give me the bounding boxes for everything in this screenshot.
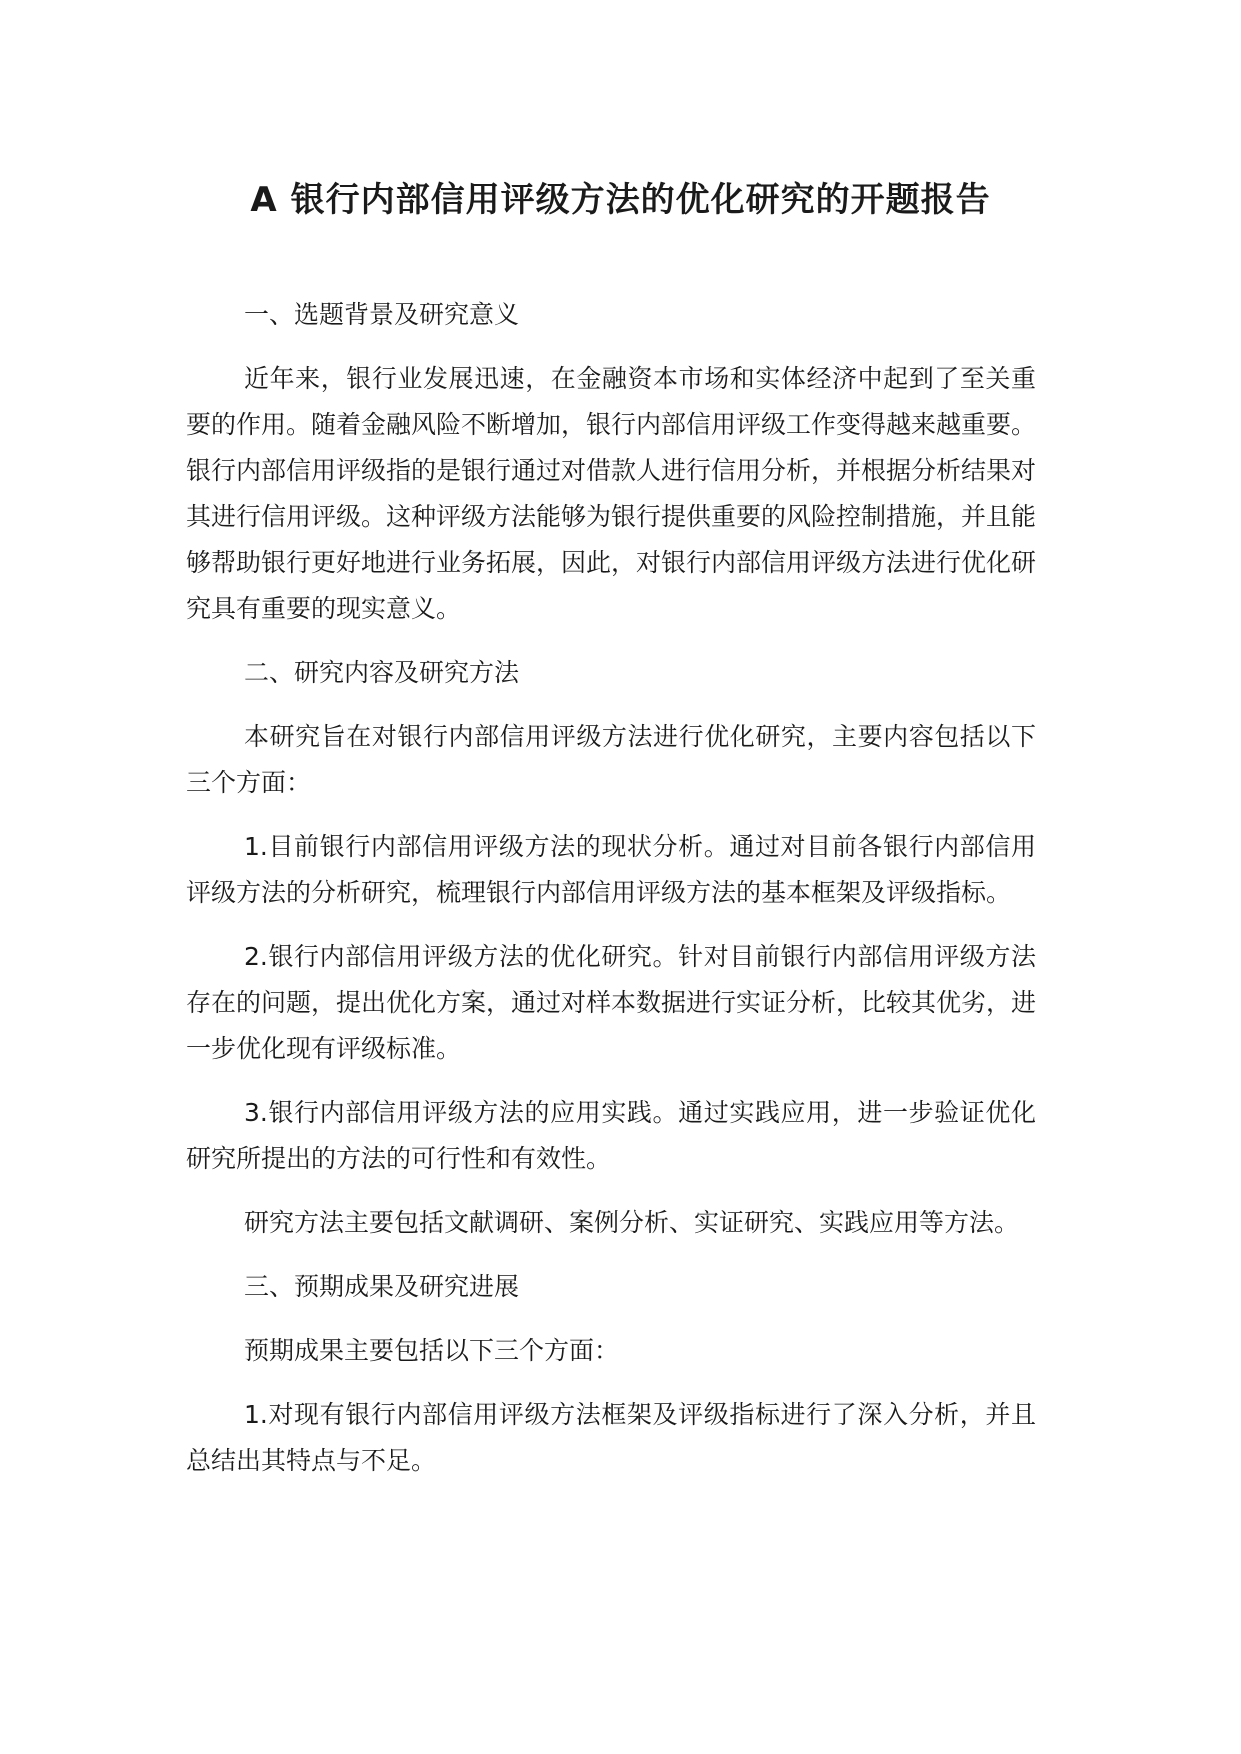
background-paragraph: 近年来，银行业发展迅速，在金融资本市场和实体经济中起到了至关重要的作用。随着金融风险不断增加，银行内部信用评级工作变得越来越重要。银行内部信用评级指的是银行通过对借款人进行信用分析，并根据分析结果对其进行信用评级。这种评级方法能够为银行提供重要的风险控制措施，并且能够帮助银行更好地进行业务拓展，因此，对银行内部信用评级方法进行优化研究具有重要的现实意义。 — [186, 364, 1037, 623]
results-item-1: 1.对现有银行内部信用评级方法框架及评级指标进行了深入分析，并且总结出其特点与不足。 — [186, 1400, 1036, 1475]
section-heading-expected-results: 三、预期成果及研究进展 — [244, 1272, 520, 1301]
content-intro-paragraph: 本研究旨在对银行内部信用评级方法进行优化研究，主要内容包括以下三个方面： — [186, 722, 1036, 797]
content-item-3: 3.银行内部信用评级方法的应用实践。通过实践应用，进一步验证优化研究所提出的方法的可行性和有效性。 — [186, 1098, 1036, 1173]
methods-paragraph: 研究方法主要包括文献调研、案例分析、实证研究、实践应用等方法。 — [244, 1208, 1020, 1237]
content-item-1: 1.目前银行内部信用评级方法的现状分析。通过对目前各银行内部信用评级方法的分析研究，梳理银行内部信用评级方法的基本框架及评级指标。 — [186, 832, 1036, 907]
section-heading-background: 一、选题背景及研究意义 — [244, 300, 520, 329]
results-intro-paragraph: 预期成果主要包括以下三个方面： — [244, 1336, 620, 1365]
section-heading-content-methods: 二、研究内容及研究方法 — [244, 658, 520, 687]
content-item-2: 2.银行内部信用评级方法的优化研究。针对目前银行内部信用评级方法存在的问题，提出优化方案，通过对样本数据进行实证分析，比较其优劣，进一步优化现有评级标准。 — [186, 942, 1037, 1063]
document-body — [186, 292, 1036, 1502]
document-title: A 银行内部信用评级方法的优化研究的开题报告 — [250, 180, 991, 220]
